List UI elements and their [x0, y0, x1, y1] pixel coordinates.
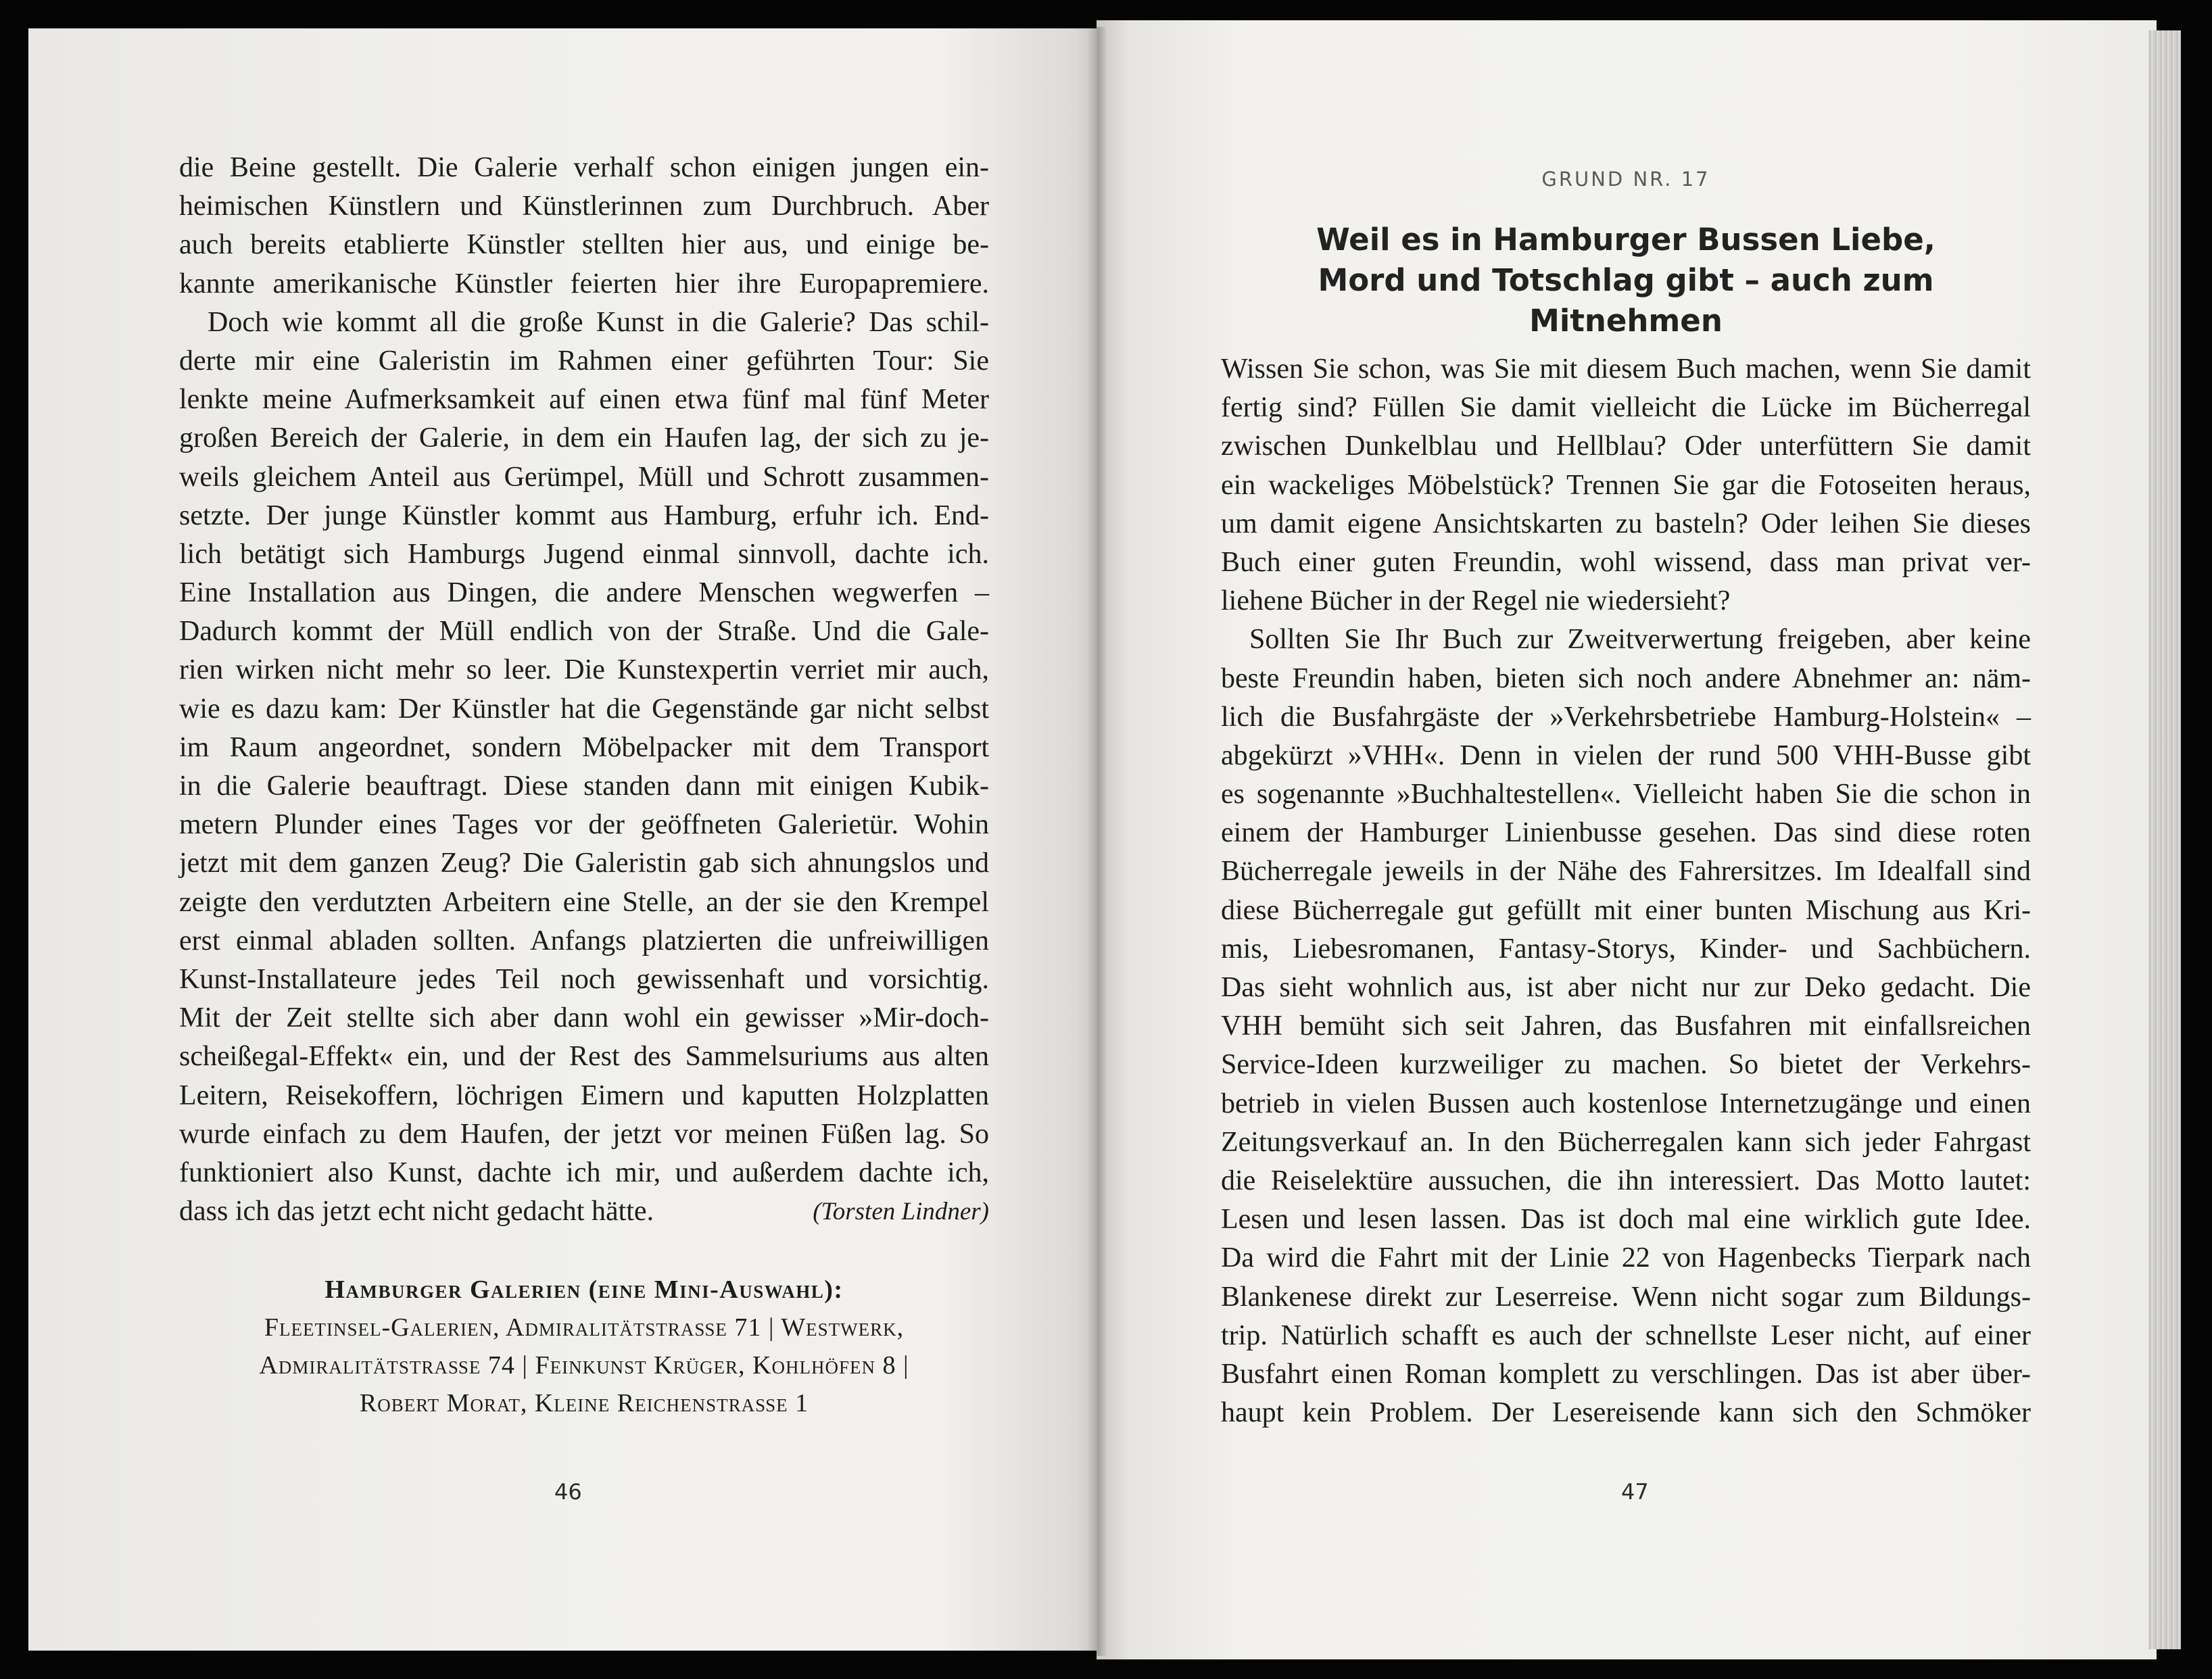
text-line: lenkte meine Aufmerksamkeit auf einen etwa fünf mal fünf Meter — [179, 384, 989, 416]
text-line: Busfahrt einen Roman komplett zu verschlingen. Das ist aber über- — [1221, 1358, 2031, 1390]
gallery-list — [179, 1271, 989, 1422]
right-body-text — [1221, 350, 2031, 1432]
text-line: mis, Liebesromanen, Fantasy-Storys, Kinder- und Sachbüchern. — [1221, 933, 2031, 965]
headline-line: Mord und Totschlag gibt – auch zum Mitnehmen — [1318, 262, 1934, 339]
text-line: Kunst-Installateure jedes Teil noch gewissenhaft und vorsichtig. — [179, 963, 989, 995]
gallery-list-title: Hamburger Galerien (eine Mini-Auswahl): — [324, 1275, 844, 1304]
text-line: Bücherregale jeweils in der Nähe des Fahrersitzes. Im Idealfall sind — [1221, 856, 2031, 887]
text-line: Das sieht wohnlich aus, ist aber nicht nur zur Deko gedacht. Die — [1221, 972, 2031, 1003]
text-line: Leitern, Reisekoffern, löchrigen Eimern und kaputten Holzplatten — [179, 1079, 989, 1111]
text-line: betrieb in vielen Bussen auch kostenlose Internetzugänge und einen — [1221, 1088, 2031, 1119]
text-line: die Reiselektüre aussuchen, die ihn interessiert. Das Motto lautet: — [1221, 1165, 2031, 1196]
text-line: lich die Busfahrgäste der »Verkehrsbetriebe Hamburg-Holstein« – — [1221, 701, 2031, 733]
text-line: setzte. Der junge Künstler kommt aus Hamburg, erfuhr ich. End- — [179, 500, 989, 531]
book-gutter — [1087, 27, 1107, 1656]
left-body-text — [179, 149, 989, 1231]
text-line: ein wackeliges Möbelstück? Trennen Sie gar die Fotoseiten heraus, — [1221, 469, 2031, 501]
text-line: es sogenannte »Buchhaltestellen«. Vielleicht haben Sie die schon in — [1221, 779, 2031, 810]
text-line: weils gleichem Anteil aus Gerümpel, Müll und Schrott zusammen- — [179, 461, 989, 493]
text-line: im Raum angeordnet, sondern Möbelpacker mit dem Transport — [179, 731, 989, 763]
text-line: Dadurch kommt der Müll endlich von der Straße. Und die Gale- — [179, 616, 989, 648]
text-line: VHH bemüht sich seit Jahren, das Busfahren mit einfallsreichen — [1221, 1011, 2031, 1042]
text-line: auch bereits etablierte Künstler stellten hier aus, und einige be- — [179, 229, 989, 261]
text-line: Lesen und lesen lassen. Das ist doch mal eine wirklich gute Idee. — [1221, 1204, 2031, 1236]
headline-line: Weil es in Hamburger Bussen Liebe, — [1316, 222, 1936, 258]
text-line: Service-Ideen kurzweiliger zu machen. So bietet der Verkehrs- — [1221, 1049, 2031, 1081]
author-signature: (Torsten Lindner) — [813, 1198, 989, 1226]
text-line: metern Plunder eines Tages vor der geöffneten Galerietür. Wohin — [179, 809, 989, 841]
text-line: um damit eigene Ansichtskarten zu basteln? Oder leihen Sie dieses — [1221, 508, 2031, 539]
text-line: Blankenese direkt zur Leserreise. Wenn nicht sogar zum Bildungs- — [1221, 1281, 2031, 1313]
text-line: funktioniert also Kunst, dachte ich mir, und außerdem dachte ich, — [179, 1157, 989, 1188]
gallery-list-line: Fleetinsel-Galerien, Admiralitätstraße 71 | Westwerk, — [264, 1313, 905, 1342]
text-line: erst einmal abladen sollten. Anfangs platzierten die unfreiwilligen — [179, 925, 989, 956]
text-line: lich betätigt sich Hamburgs Jugend einmal sinnvoll, dachte ich. — [179, 538, 989, 570]
text-line: Mit der Zeit stellte sich aber dann wohl ein gewisser »Mir-doch- — [179, 1002, 989, 1034]
text-line: liehene Bücher in der Regel nie wiedersieht? — [1221, 585, 1731, 617]
text-line: Buch einer guten Freundin, wohl wissend, dass man privat ver- — [1221, 546, 2031, 578]
page-number-right: 47 — [1621, 1479, 1649, 1505]
chapter-headline — [1221, 220, 2031, 341]
gallery-list-line: Robert Morat, Kleine Reichenstraße 1 — [359, 1389, 809, 1417]
text-line: jetzt mit dem ganzen Zeug? Die Galeristin gab sich ahnungslos und — [179, 848, 989, 879]
text-line: beste Freundin haben, bieten sich noch andere Abnehmer an: näm- — [1221, 662, 2031, 694]
text-line: einem der Hamburger Linienbusse gesehen. Das sind diese roten — [1221, 817, 2031, 849]
text-line-with-signature — [179, 1192, 989, 1231]
text-line: trip. Natürlich schafft es auch der schnellste Leser nicht, auf einer — [1221, 1319, 2031, 1351]
text-line: rien wirken nicht mehr so leer. Die Kunstexpertin verriet mir auch, — [179, 654, 989, 686]
text-line: Eine Installation aus Dingen, die andere Menschen wegwerfen – — [179, 577, 989, 609]
text-line: die Beine gestellt. Die Galerie verhalf schon einigen jungen ein- — [179, 152, 989, 183]
text-line: abgekürzt »VHH«. Denn in vielen der rund 500 VHH-Busse gibt — [1221, 739, 2031, 771]
text-line: fertig sind? Füllen Sie damit vielleicht die Lücke im Bücherregal — [1221, 392, 2031, 424]
text-line: Wissen Sie schon, was Sie mit diesem Buch machen, wenn Sie damit — [1221, 354, 2031, 385]
page-number-left: 46 — [554, 1479, 582, 1505]
text-line: diese Bücherregale gut gefüllt mit einer bunten Mischung aus Kri- — [1221, 894, 2031, 926]
text-line: großen Bereich der Galerie, in dem ein Haufen lag, der sich zu je- — [179, 422, 989, 454]
text-line: Da wird die Fahrt mit der Linie 22 von Hagenbecks Tierpark nach — [1221, 1242, 2031, 1274]
text-line: in die Galerie beauftragt. Diese standen dann mit einigen Kubik- — [179, 771, 989, 802]
text-line: wurde einfach zu dem Haufen, der jetzt vor meinen Füßen lag. So — [179, 1118, 989, 1150]
text-line: Doch wie kommt all die große Kunst in die Galerie? Das schil- — [179, 306, 989, 338]
text-line: zeigte den verdutzten Arbeitern eine Stelle, an der sie den Krempel — [179, 886, 989, 918]
text-line: Zeitungsverkauf an. In den Bücherregalen kann sich jeder Fahrgast — [1221, 1126, 2031, 1158]
chapter-kicker: GRUND NR. 17 — [1541, 168, 1710, 191]
text-line: dass ich das jetzt echt nicht gedacht hätte. — [179, 1196, 654, 1227]
text-line: wie es dazu kam: Der Künstler hat die Gegenstände gar nicht selbst — [179, 693, 989, 725]
text-line: Sollten Sie Ihr Buch zur Zweitverwertung freigeben, aber keine — [1221, 624, 2031, 656]
text-line: zwischen Dunkelblau und Hellblau? Oder unterfüttern Sie damit — [1221, 431, 2031, 462]
text-line: derte mir eine Galeristin im Rahmen einer geführten Tour: Sie — [179, 345, 989, 376]
text-line: scheißegal-Effekt« ein, und der Rest des Sammelsuriums aus alten — [179, 1041, 989, 1073]
page-edges — [2148, 30, 2181, 1649]
text-line: heimischen Künstlern und Künstlerinnen zum Durchbruch. Aber — [179, 191, 989, 222]
gallery-list-line: Admiralitätstraße 74 | Feinkunst Krüger, Kohlhöfen 8 | — [259, 1351, 909, 1380]
text-line: haupt kein Problem. Der Lesereisende kann sich den Schmöker — [1221, 1397, 2031, 1429]
text-line: kannte amerikanische Künstler feierten hier ihre Europapremiere. — [179, 268, 989, 299]
